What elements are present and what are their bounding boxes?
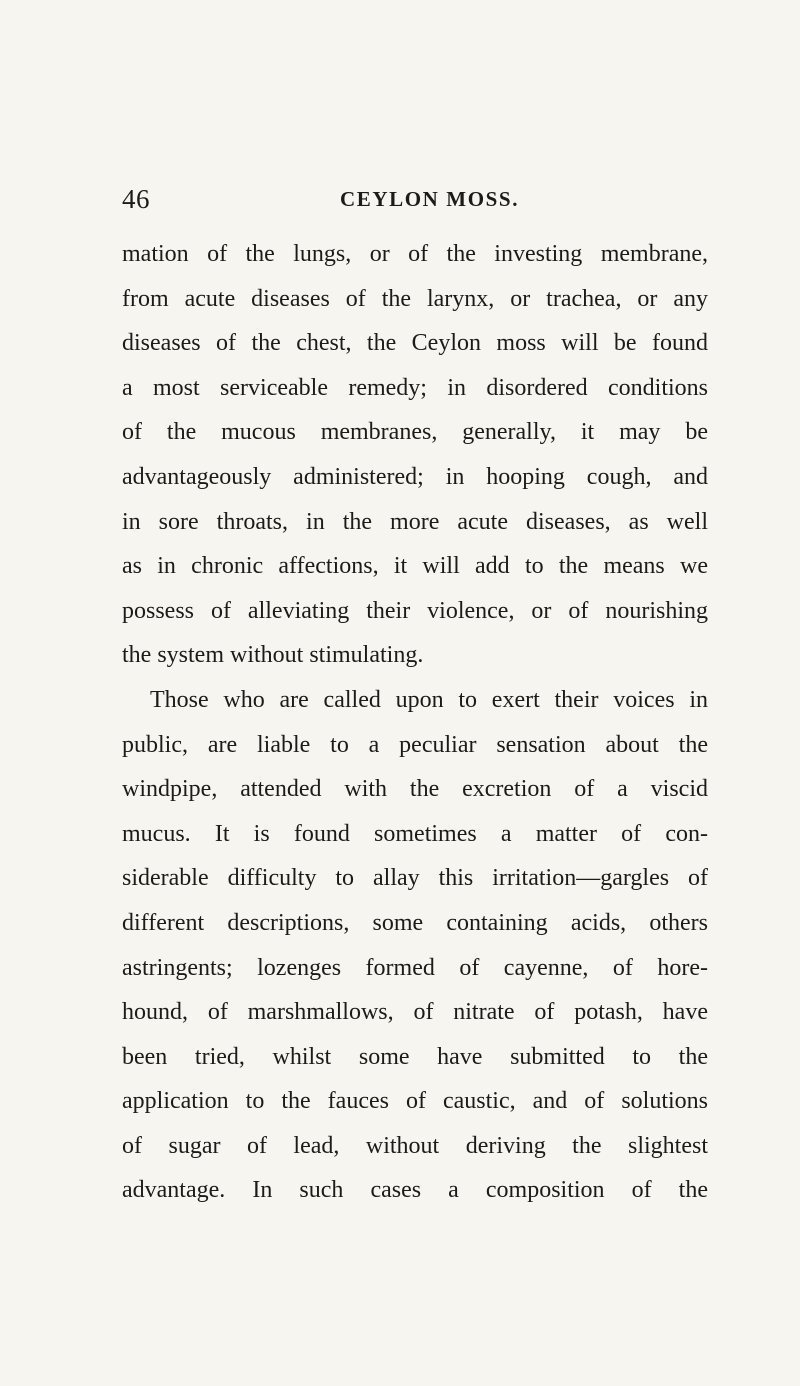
paragraph-end-line: the system without stimulating. bbox=[122, 642, 424, 669]
text-line: of sugar of lead, without deriving the slightest bbox=[122, 1132, 708, 1159]
running-head bbox=[0, 184, 800, 224]
text-line: been tried, whilst some have submitted to the bbox=[122, 1043, 708, 1070]
text-line: in sore throats, in the more acute diseases, as well bbox=[122, 508, 708, 535]
text-line: siderable difficulty to allay this irritation—gargles of bbox=[122, 865, 708, 892]
page-number: 46 bbox=[122, 184, 150, 214]
paragraph-start-line: Those who are called upon to exert their voices in bbox=[150, 686, 708, 713]
text-line: as in chronic affections, it will add to the means we bbox=[122, 553, 708, 580]
text-line: hound, of marshmallows, of nitrate of potash, have bbox=[122, 999, 708, 1026]
text-line: astringents; lozenges formed of cayenne, of hore- bbox=[122, 954, 708, 981]
text-line: mation of the lungs, or of the investing membrane, bbox=[122, 241, 708, 267]
text-line: of the mucous membranes, generally, it may be bbox=[122, 419, 708, 446]
text-line: public, are liable to a peculiar sensation about the bbox=[122, 731, 708, 758]
running-title: CEYLON MOSS. bbox=[340, 187, 520, 211]
text-line: mucus. It is found sometimes a matter of con- bbox=[122, 820, 708, 847]
text-line: application to the fauces of caustic, and of solutions bbox=[122, 1088, 708, 1115]
text-line: different descriptions, some containing acids, others bbox=[122, 909, 708, 936]
text-line: advantageously administered; in hooping cough, and bbox=[122, 463, 708, 490]
text-line: possess of alleviating their violence, or of nourishing bbox=[122, 597, 708, 624]
text-line: a most serviceable remedy; in disordered conditions bbox=[122, 374, 708, 401]
text-line: diseases of the chest, the Ceylon moss will be found bbox=[122, 330, 708, 357]
text-line: advantage. In such cases a composition of the bbox=[122, 1177, 708, 1204]
text-line: from acute diseases of the larynx, or trachea, or any bbox=[122, 285, 708, 312]
text-line: windpipe, attended with the excretion of a viscid bbox=[122, 776, 708, 803]
body-text bbox=[122, 232, 708, 1213]
